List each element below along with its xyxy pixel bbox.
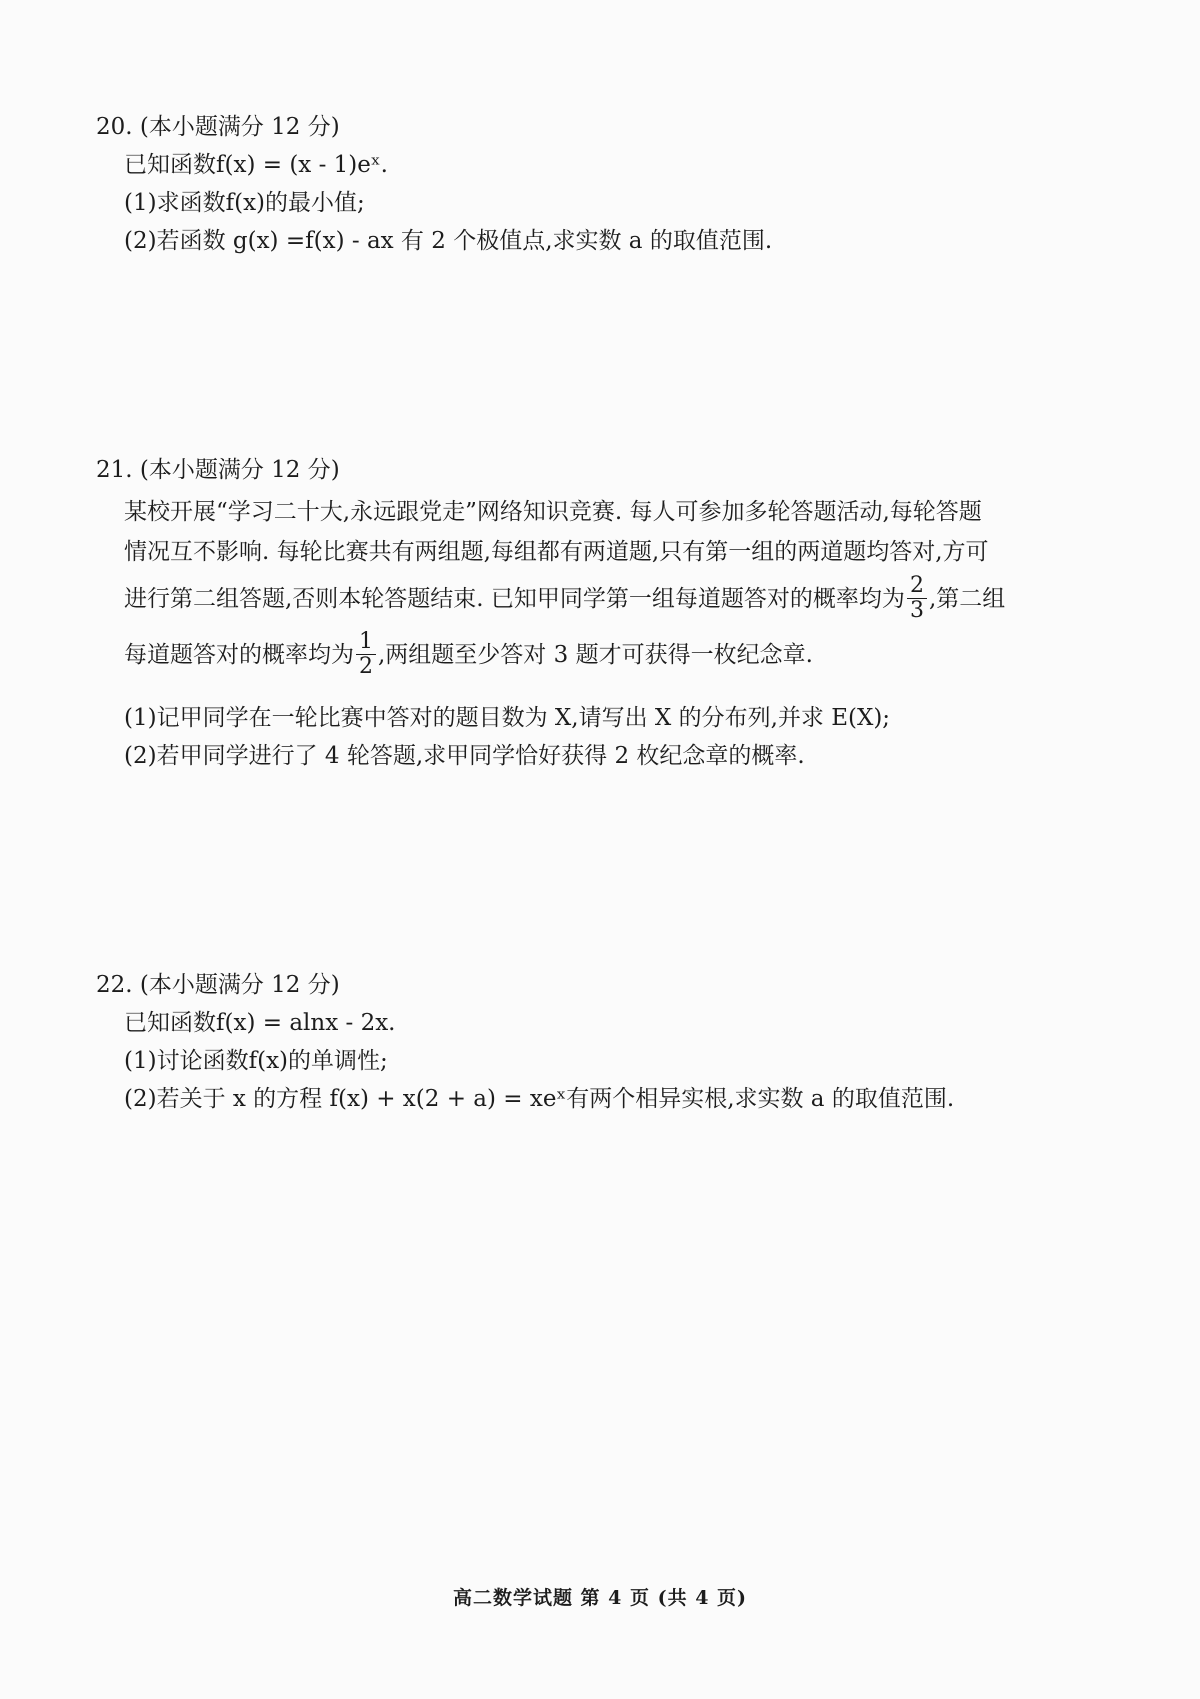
question-21-stem-line-3 bbox=[124, 574, 1005, 623]
question-20-stem: 已知函数f(x) = (x - 1)eˣ. bbox=[124, 152, 388, 178]
question-21-part-2: (2)若甲同学进行了 4 轮答题,求甲同学恰好获得 2 枚纪念章的概率. bbox=[124, 743, 805, 769]
page-footer: 高二数学试题 第 4 页 (共 4 页) bbox=[452, 1587, 748, 1609]
question-21-stem-line-1: 某校开展“学习二十大,永远跟党走”网络知识竞赛. 每人可参加多轮答题活动,每轮答题 bbox=[124, 499, 982, 525]
fraction-denominator: 2 bbox=[359, 654, 373, 679]
fraction-two-thirds bbox=[907, 574, 927, 623]
question-21-stem-line-2: 情况互不影响. 每轮比赛共有两组题,每组都有两道题,只有第一组的两道题均答对,方可 bbox=[124, 539, 989, 565]
question-20-heading: 20. (本小题满分 12 分) bbox=[96, 114, 340, 140]
fraction-denominator: 3 bbox=[909, 598, 924, 623]
question-21-stem-line-4 bbox=[124, 630, 813, 679]
fraction-one-half bbox=[356, 630, 376, 679]
question-21-part-1: (1)记甲同学在一轮比赛中答对的题目数为 X,请写出 X 的分布列,并求 E(X); bbox=[124, 705, 891, 731]
question-20-part-1: (1)求函数f(x)的最小值; bbox=[124, 190, 365, 216]
question-21-line-3-text: 进行第二组答题,否则本轮答题结束. 已知甲同学第一组每道题答对的概率均为 bbox=[124, 585, 905, 612]
question-21-line-3-tail: ,第二组 bbox=[928, 585, 1006, 612]
question-22-stem: 已知函数f(x) = alnx - 2x. bbox=[124, 1010, 396, 1036]
question-22-part-1: (1)讨论函数f(x)的单调性; bbox=[124, 1048, 388, 1074]
question-20-part-2: (2)若函数 g(x) =f(x) - ax 有 2 个极值点,求实数 a 的取值范围. bbox=[124, 228, 773, 254]
question-21-heading: 21. (本小题满分 12 分) bbox=[96, 457, 340, 483]
question-21-line-4-tail: ,两组题至少答对 3 题才可获得一枚纪念章. bbox=[378, 641, 813, 668]
question-22-part-2: (2)若关于 x 的方程 f(x) + x(2 + a) = xeˣ有两个相异实根,求实数 a 的取值范围. bbox=[124, 1086, 955, 1112]
question-21-line-4-text: 每道题答对的概率均为 bbox=[124, 641, 354, 668]
fraction-numerator: 1 bbox=[356, 630, 376, 655]
fraction-numerator: 2 bbox=[907, 574, 927, 599]
question-22-heading: 22. (本小题满分 12 分) bbox=[96, 972, 340, 998]
